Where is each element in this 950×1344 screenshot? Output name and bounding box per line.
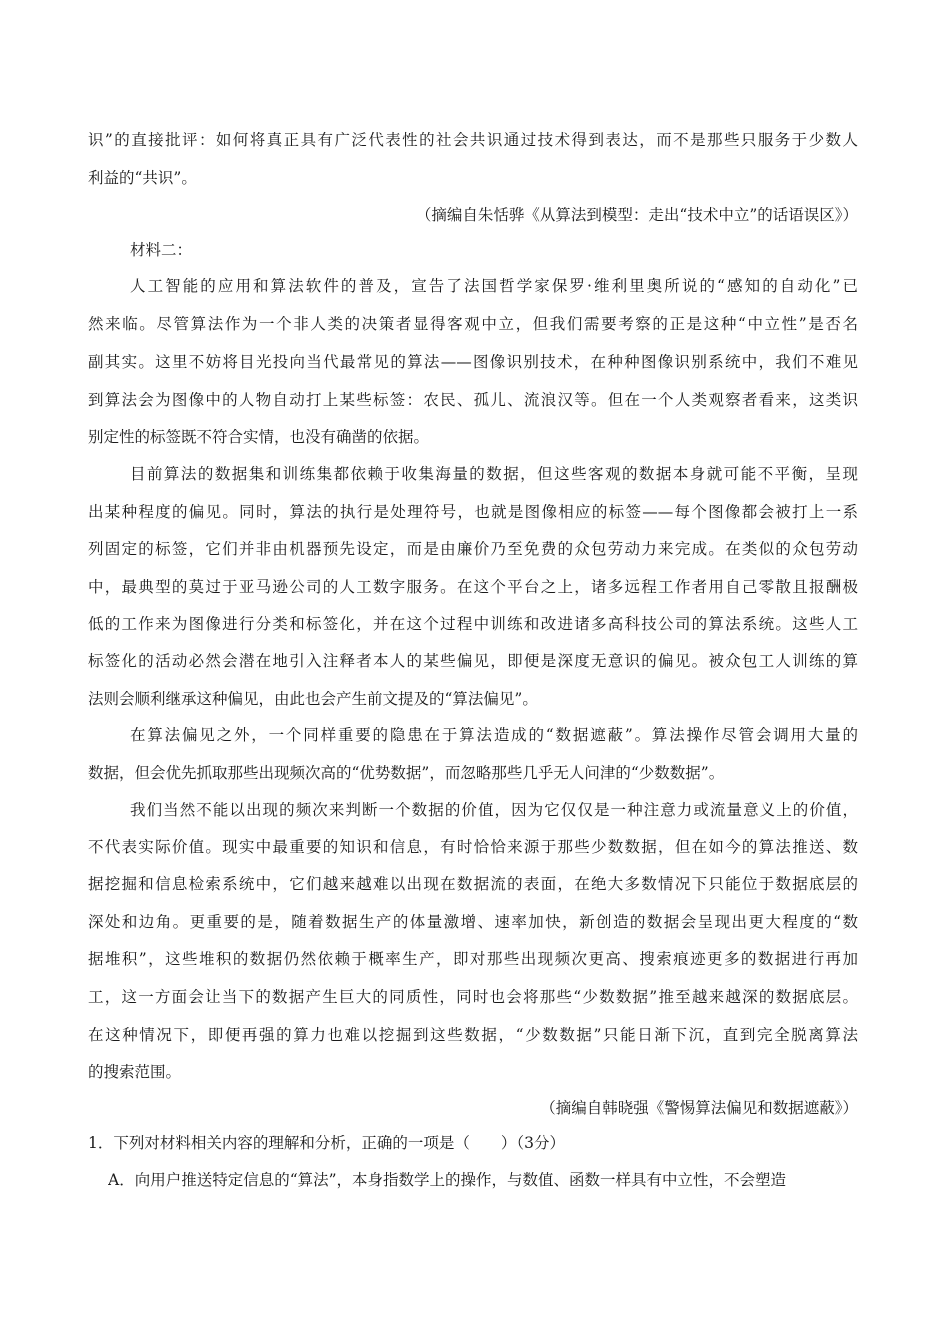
paragraph-line: 我们当然不能以出现的频次来判断一个数据的价值，因为它仅仅是一种注意力或流量意义上的价值， — [130, 801, 858, 819]
paragraph-line: 利益的“共识”。 — [88, 169, 197, 187]
question-stem: 1．下列对材料相关内容的理解和分析，正确的一项是（ ）（3分） — [88, 1134, 565, 1152]
paragraph-line: 目前算法的数据集和训练集都依赖于收集海量的数据，但这些客观的数据本身就可能不平衡，呈现 — [130, 465, 858, 483]
paragraph-line: 副其实。这里不妨将目光投向当代最常见的算法——图像识别技术，在种种图像识别系统中，我们不难见 — [88, 353, 858, 371]
paragraph-line: 法则会顺利继承这种偏见，由此也会产生前文提及的“算法偏见”。 — [88, 690, 538, 708]
paragraph-line: 据挖掘和信息检索系统中，它们越来越难以出现在数据流的表面，在绝大多数情况下只能位于数据底层的 — [88, 875, 858, 893]
paragraph-line: 据堆积”，这些堆积的数据仍然依赖于概率生产，即对那些出现频次更高、搜索痕迹更多的数据进行再加 — [88, 950, 858, 968]
paragraph-line: 工，这一方面会让当下的数据产生巨大的同质性，同时也会将那些“少数数据”推至越来越深的数据底层。 — [88, 988, 858, 1006]
section-heading: 材料二： — [130, 241, 193, 259]
paragraph-line: 在算法偏见之外，一个同样重要的隐患在于算法造成的“数据遮蔽”。算法操作尽管会调用大量的 — [130, 726, 858, 744]
paragraph-line: 人工智能的应用和算法软件的普及，宣告了法国哲学家保罗·维利里奥所说的“感知的自动化”已 — [130, 277, 858, 295]
paragraph-line: 不代表实际价值。现实中最重要的知识和信息，有时恰恰来源于那些少数数据，但在如今的算法推送、数 — [88, 838, 858, 856]
paragraph-line: 到算法会为图像中的人物自动打上某些标签：农民、孤儿、流浪汉等。但在一个人类观察者看来，这类识 — [88, 391, 858, 409]
paragraph-line: 在这种情况下，即便再强的算力也难以挖掘到这些数据，“少数数据”只能日渐下沉，直到完全脱离算法 — [88, 1026, 858, 1044]
paragraph-line: 中，最典型的莫过于亚马逊公司的人工数字服务。在这个平台之上，诸多远程工作者用自己零散且报酬极 — [88, 578, 858, 596]
source-citation: （摘编自朱恬骅《从算法到模型：走出“技术中立”的话语误区》） — [415, 206, 858, 224]
answer-option-a: A．向用户推送特定信息的“算法”，本身指数学上的操作，与数值、函数一样具有中立性，不会塑造 — [108, 1171, 787, 1189]
paragraph-line: 然来临。尽管算法作为一个非人类的决策者显得客观中立，但我们需要考察的正是这种“中立性”是否名 — [88, 315, 858, 333]
paragraph-line: 标签化的活动必然会潜在地引入注释者本人的某些偏见，即便是深度无意识的偏见。被众包工人训练的算 — [88, 652, 858, 670]
paragraph-line: 出某种程度的偏见。同时，算法的执行是处理符号，也就是图像相应的标签——每个图像都会被打上一系 — [88, 503, 858, 521]
paragraph-line: 别定性的标签既不符合实情，也没有确凿的依据。 — [88, 428, 430, 446]
paragraph-line: 数据，但会优先抓取那些出现频次高的“优势数据”，而忽略那些几乎无人问津的“少数数据”。 — [88, 764, 725, 782]
paragraph-line: 深处和边角。更重要的是，随着数据生产的体量激增、速率加快，新创造的数据会呈现出更大程度的“数 — [88, 913, 858, 931]
paragraph-line: 列固定的标签，它们并非由机器预先设定，而是由廉价乃至免费的众包劳动力来完成。在类似的众包劳动 — [88, 540, 858, 558]
paragraph-line: 低的工作来为图像进行分类和标签化，并在这个过程中训练和改进诸多高科技公司的算法系统。这些人工 — [88, 615, 858, 633]
source-citation: （摘编自韩晓强《警惕算法偏见和数据遮蔽》） — [540, 1099, 858, 1117]
paragraph-line: 的搜索范围。 — [88, 1063, 182, 1081]
paragraph-line: 识”的直接批评：如何将真正具有广泛代表性的社会共识通过技术得到表达，而不是那些只服务于少数人 — [88, 131, 858, 149]
